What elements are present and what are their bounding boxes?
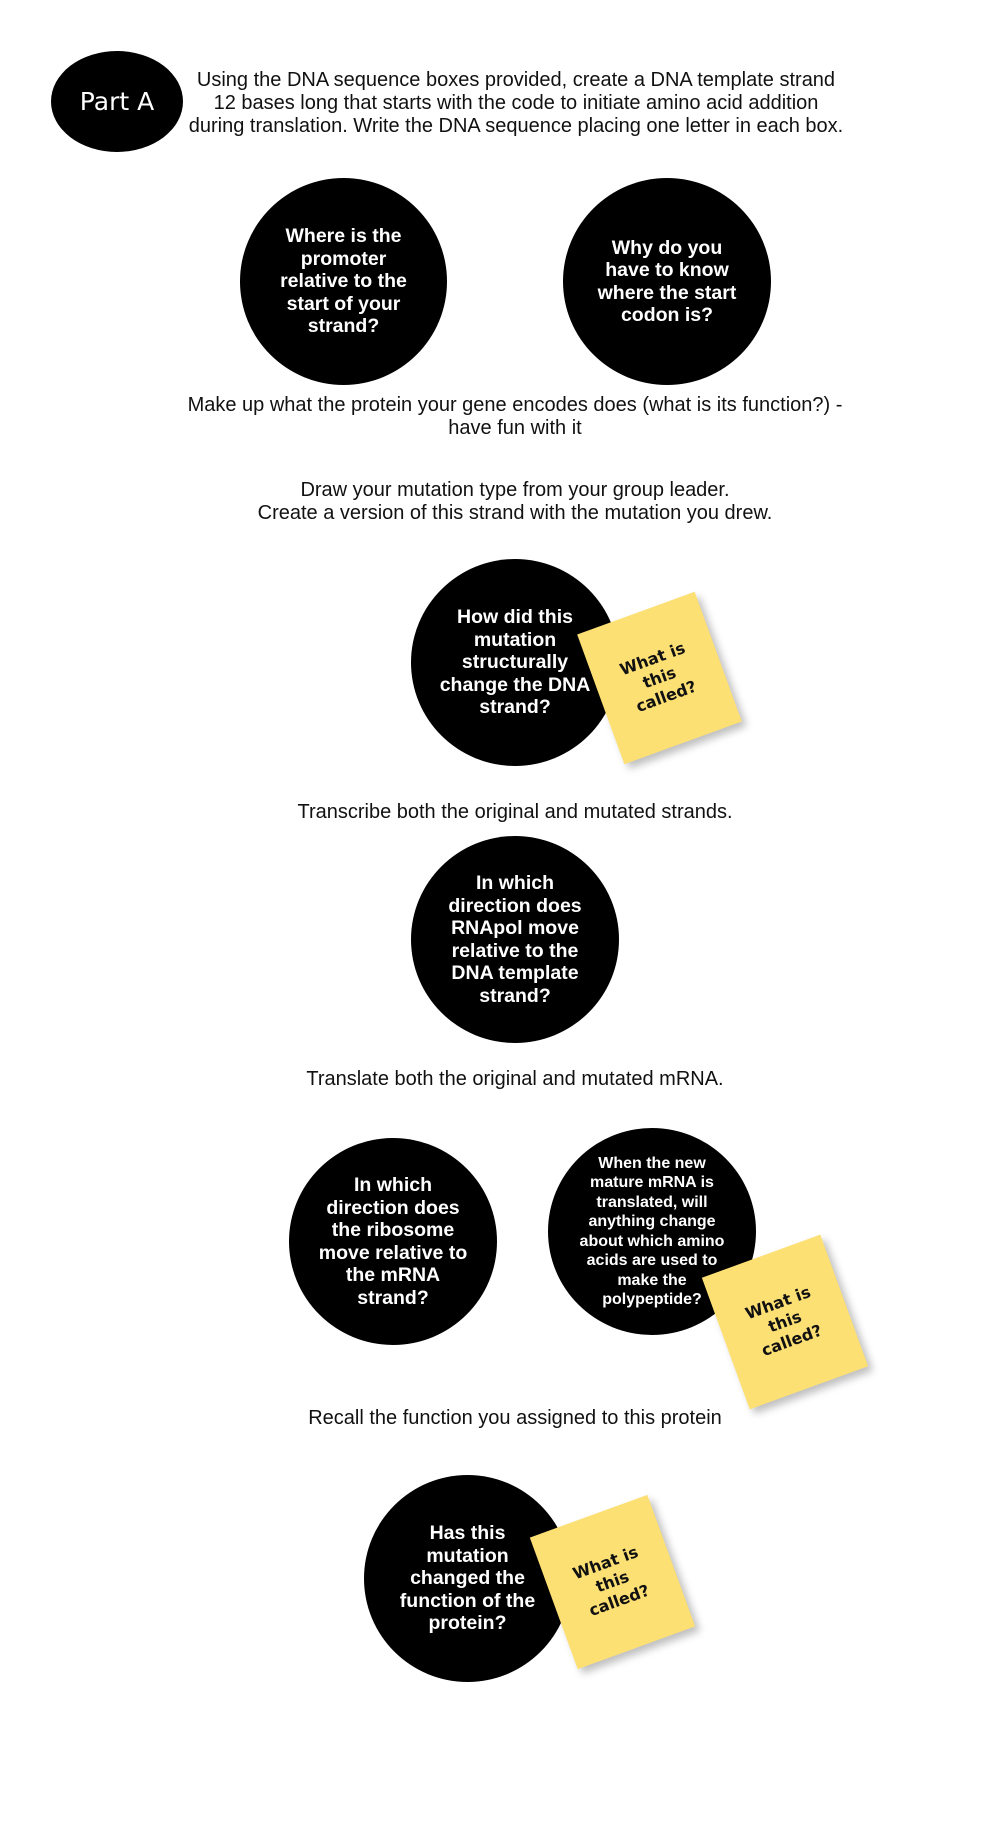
translate-instruction: Translate both the original and mutated mRNA. <box>306 1068 724 1090</box>
sticky-note: What is this called? <box>702 1235 868 1410</box>
function-change-question-circle: Has this mutation changed the function of the protein? <box>364 1475 571 1682</box>
part-a-badge: Part A <box>51 51 183 152</box>
ribosome-direction-question-circle: In which direction does the ribosome move relative to the mRNA strand? <box>289 1138 497 1345</box>
intro-instructions: Using the DNA sequence boxes provided, create a DNA template strand 12 bases long that starts with the code to initiate amino acid addition during translation. Write the DNA sequence placing one letter in each box. <box>188 69 844 137</box>
start-codon-question-circle: Why do you have to know where the start codon is? <box>563 178 771 385</box>
recall-instruction: Recall the function you assigned to this protein <box>308 1407 722 1429</box>
transcribe-instruction: Transcribe both the original and mutated strands. <box>297 801 733 823</box>
sticky-note: What is this called? <box>530 1495 695 1669</box>
rnapol-direction-question-circle: In which direction does RNApol move relative to the DNA template strand? <box>411 836 619 1043</box>
mutation-create-instruction: Create a version of this strand with the mutation you drew. <box>257 502 773 524</box>
structural-change-question-circle: How did this mutation structurally change the DNA strand? <box>411 559 619 766</box>
amino-acids-change-question-circle: When the new mature mRNA is translated, will anything change about which amino acids are used to make the polypeptide? <box>548 1128 756 1335</box>
mutation-draw-instruction: Draw your mutation type from your group leader. <box>300 479 730 501</box>
protein-function-instruction: Make up what the protein your gene encodes does (what is its function?) - have fun with it <box>187 394 843 439</box>
promoter-question-circle: Where is the promoter relative to the start of your strand? <box>240 178 447 385</box>
sticky-note: What is this called? <box>577 592 742 764</box>
